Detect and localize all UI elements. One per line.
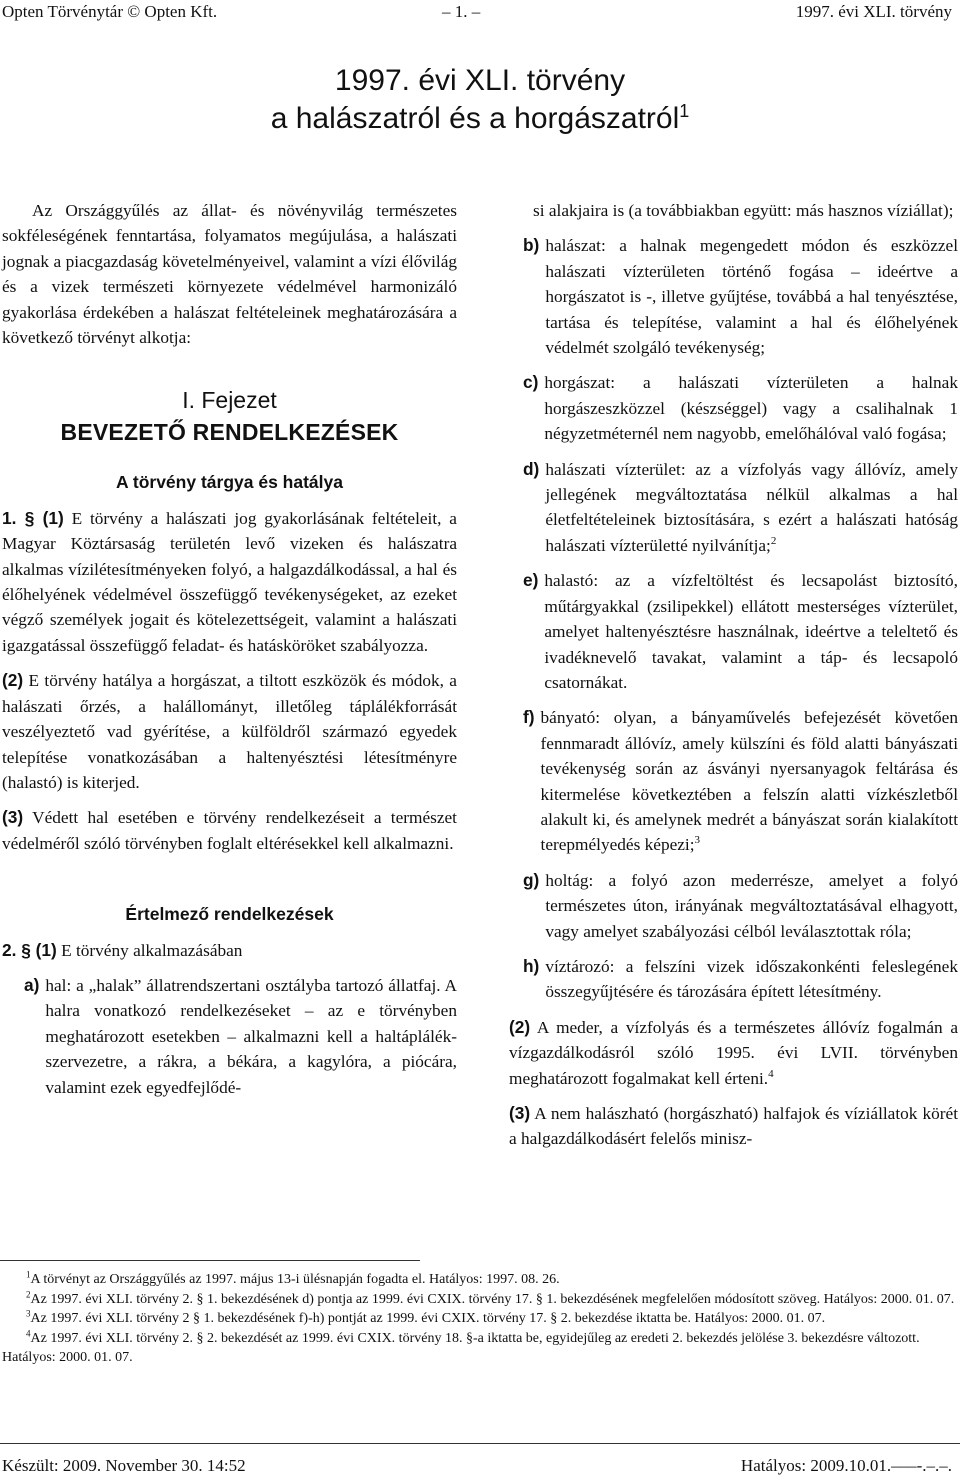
paragraph-number: (3) <box>509 1103 531 1123</box>
item-text: halászat: a halnak megengedett módon és eszközzel halászati vízterületen történő fogása – ideértve a horgászatot is -, illetve gyűjtése, továbbá a hal tenyésztése, tartása és telepítése, valamint a hal és élőhelyének védelmét szolgáló tevékenység; <box>545 236 958 358</box>
header-publisher: Opten Törvénytár © Opten Kft. <box>2 2 218 21</box>
footnote: $^1$A törvényt az Országgyűlés az 1997. május 13-i ülésnapján fogadta el. Hatályos: 1997. 08. 26. <box>26 1269 560 1287</box>
header-law-title: 1997. évi XLI. törvény <box>795 2 952 21</box>
footnote: $^4$Az 1997. évi XLI. törvény 2. § 2. bekezdését az 1999. évi CXIX. törvény 18. §-a iktatta be, egyidejűleg az eredeti 2. bekezdés jelölése 3. bekezdésre változott. Hatályos: 2000. 01. 07. <box>2 1327 920 1365</box>
item-marker: b) <box>523 235 540 256</box>
header-page-number: – 1. – <box>442 2 481 21</box>
item-marker: a) <box>24 974 40 995</box>
item-marker: g) <box>523 869 540 890</box>
item-marker: d) <box>523 458 540 479</box>
paragraph-number: 1. § (1) <box>2 507 64 528</box>
definition-item-b <box>509 233 958 360</box>
item-text: víztározó: a felszíni vizek időszakonkénti feleslegének összegyűjtésére és tározására épített létesítmény. <box>545 956 958 1002</box>
title-line-1: 1997. évi XLI. törvény <box>334 64 626 97</box>
item-marker: e) <box>523 570 539 591</box>
page-header <box>0 2 960 26</box>
paragraph-1-2: (2) E törvény hatálya a horgászat, a tiltott eszközök és módok, a halászati őrzés, a halállományt, illetőleg táplálékforrását veszélyeztető vad gyérítése, a külföldről származó egyedek telepítése vonatkozásában a haltenyésztési létesítményre (halastó) is kiterjed. <box>2 670 457 792</box>
footnote-ref: 3 <box>694 834 701 847</box>
item-text: horgászat: a halászati vízterületen a halnak horgászeszközzel (készséggel) vagy a csalihalnak 1 négyzetméternél nem nagyobb, emelőhálóval való fogása; <box>544 373 958 444</box>
definition-item-a <box>2 973 457 1100</box>
item-marker: c) <box>523 372 539 393</box>
paragraph-2-3: (3) A nem halászható (horgászható) halfajok és víziállatok körét a halgazdálkodásért felelős minisz- <box>509 1103 958 1149</box>
chapter-number: I. Fejezet <box>182 387 277 414</box>
footer-effective: Hatályos: 2009.10.01.–––-.–.–. <box>740 1456 952 1475</box>
paragraph-1-1: 1. § (1) E törvény a halászati jog gyakorlásának feltételeit, a Magyar Köztársaság területén levő vizeken és halászatra alkalmas vízilétesítményeken folyó, a halgazdálkodással, a hal és élőhelyének védelmével összefüggő tevékenységeket, az ezeket végző személyek jogait és kötelezettségeit, valamint a halászati igazgatással összefüggő feladat- és hatásköröket szabályozza. <box>2 507 457 655</box>
paragraph-2-2: (2) A meder, a vízfolyás és a természetes állóvíz fogalmán a vízgazdálkodásról szóló 1995. évi LVII. törvényben meghatározott fogalmakat kell érteni.$^4$ <box>509 1016 958 1088</box>
footer-created: Készült: 2009. November 30. 14:52 <box>2 1456 246 1475</box>
footnote-ref: 4 <box>768 1067 774 1080</box>
footer-rule <box>0 1443 960 1444</box>
footnote: $^3$Az 1997. évi XLI. törvény 2 § 1. bekezdésének f)-h) pontját az 1999. évi CXIX. törvény 17. § 2. bekezdése iktatta be. Hatályos: 2000. 01. 07. <box>26 1308 826 1326</box>
definition-item-a-continued: si alakjaira is (a továbbiakban együtt: más hasznos víziállat); <box>533 201 954 220</box>
paragraph-1-3: (3) Védett hal esetében e törvény rendelkezéseit a természet védelméről szóló törvényben foglalt eltérésekkel kell alkalmazni. <box>2 807 457 853</box>
right-column <box>509 198 958 1152</box>
item-marker: h) <box>523 955 540 976</box>
title-footnote-ref: 1 <box>679 101 690 121</box>
preamble: Az Országgyűlés az állat- és növényvilág természetes sokféleségének fenntartása, folyamatos megújulása, a halászati jognak a piacgazdaság követelményeivel, valamint a vízi élővilág és a vizek természeti környezete védelmével harmonizáló gyakorlása érdekében a halászat feltételeinek meghatározására a következő törvényt alkotja: <box>2 201 457 348</box>
item-text: halastó: az a vízfeltöltést és lecsapolást biztosító, műtárgyakkal (zsilipekkel) ellátott mesterséges vízterület, amelyet haltenyésztésre használnak, ideértve a teleltető és ivadéknevelő tavakat, valamint a táp- és lecsapoló csatornákat. <box>544 571 958 692</box>
footnote-ref: 2 <box>770 535 777 548</box>
paragraph-number: (3) <box>2 807 24 828</box>
definition-item-e <box>509 568 958 695</box>
footnote-separator <box>0 1260 420 1261</box>
section-heading-scope: A törvény tárgya és hatálya <box>116 472 343 493</box>
title-line-2: a halászatról és a horgászatról$^1$ <box>270 101 690 135</box>
footnotes <box>2 1270 956 1368</box>
definition-item-f <box>509 705 958 857</box>
chapter-name: BEVEZETŐ RENDELKEZÉSEK <box>60 419 399 446</box>
definition-item-d <box>509 457 958 559</box>
definition-item-h <box>509 954 958 1005</box>
definition-item-c <box>509 370 958 446</box>
document-title <box>0 62 960 138</box>
footnote: $^2$Az 1997. évi XLI. törvény 2. § 1. bekezdésének d) pontja az 1999. évi CXIX. törvény 17. § 1. bekezdésének megfelelően módosított szöveg. Hatályos: 2000. 01. 07. <box>26 1288 955 1307</box>
item-marker: f) <box>523 707 535 728</box>
paragraph-number: 2. § (1) <box>2 939 57 960</box>
paragraph-2-1-intro: 2. § (1) E törvény alkalmazásában <box>2 939 243 960</box>
left-column <box>2 198 457 1100</box>
paragraph-number: (2) <box>2 670 24 691</box>
chapter-heading <box>2 384 457 448</box>
definition-item-g <box>509 868 958 944</box>
item-text: bányató: olyan, a bányaművelés befejezését követően fennmaradt állóvíz, amely külszíni és föld alatti bányászati tevékenység során az ásványi nyersanyagok feltárása és kitermelése következtében a felszín alatti vízkészletből alakult ki, és amelynek medrét a bányászat során kialakított terepmélyedés képezi;$^3$ <box>540 708 958 855</box>
item-text: hal: a „halak” állatrendszertani osztályba tartozó állatfaj. A halra vonatkozó rendelkezéseket – az e törvényben meghatározott esetekben – alkalmazni kell a haltáplálék-szervezetre, a rákra, a békára, a kagylóra, a piócára, valamint ezek egyedfejlődé- <box>45 975 457 1097</box>
item-text: halászati vízterület: az a vízfolyás vagy állóvíz, amely jellegének megváltoztatása nélkül alkalmas a hal életfeltételeinek biztosítására, s ezért a halászati hatóság halászati vízterületté nyilvánítja;$^2$ <box>545 459 958 555</box>
paragraph-number: (2) <box>509 1016 531 1037</box>
section-heading-definitions: Értelmező rendelkezések <box>125 904 334 925</box>
item-text: holtág: a folyó azon mederrésze, amelyet a folyó természetes úton, irányának megváltoztatásával elhagyott, vagy amelyet szabályozási célból leválasztottak róla; <box>545 870 958 941</box>
